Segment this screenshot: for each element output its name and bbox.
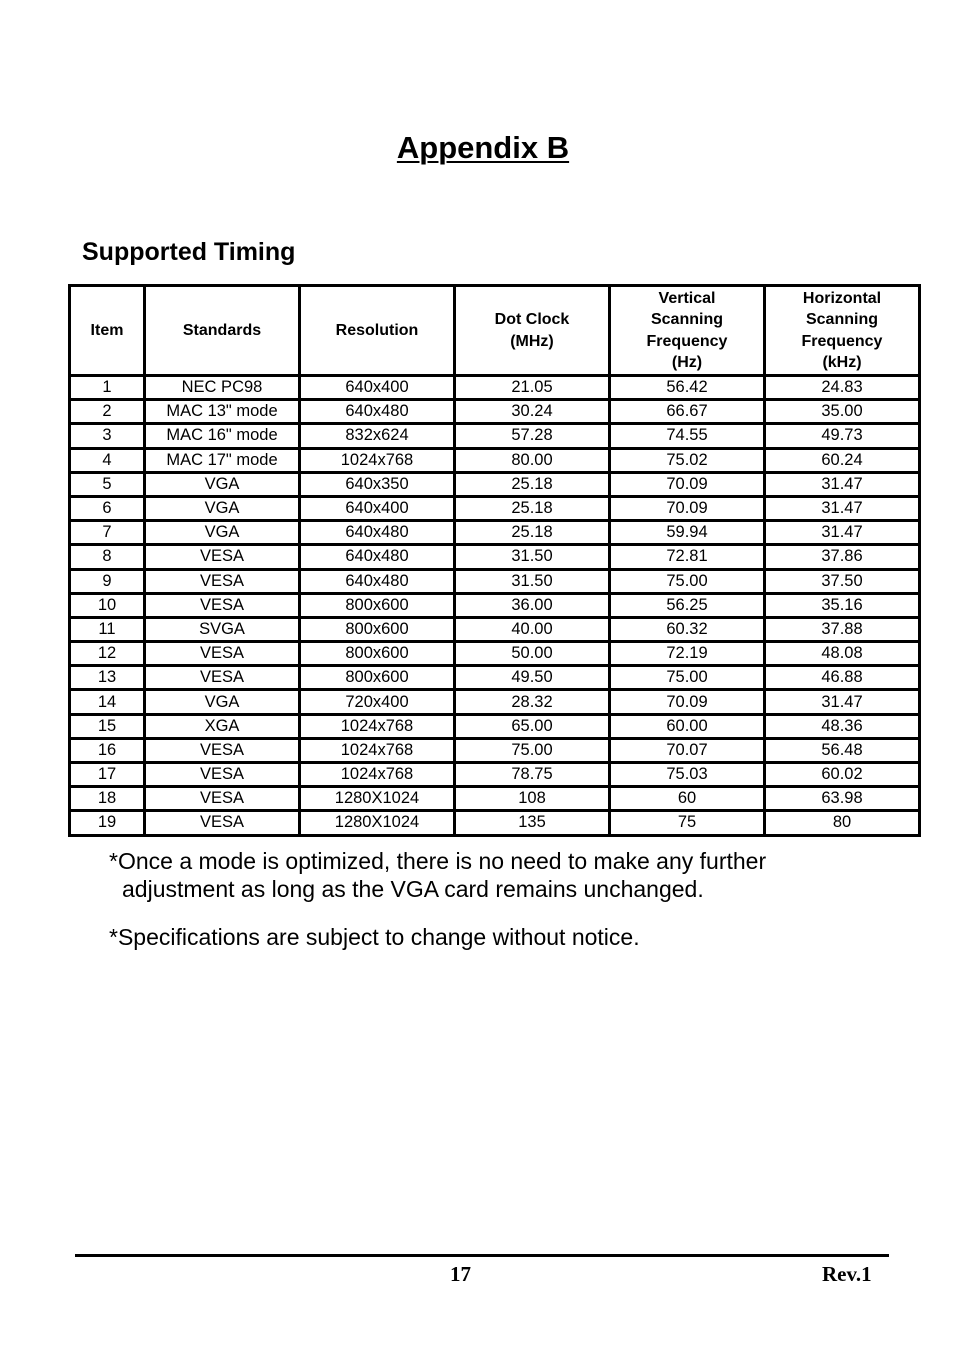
note-specifications: *Specifications are subject to change without notice. — [109, 924, 640, 950]
table-cell: NEC PC98 — [146, 377, 301, 401]
table-cell: 640x480 — [301, 522, 456, 546]
table-row — [71, 764, 921, 788]
table-cell: 640x400 — [301, 377, 456, 401]
table-row — [71, 401, 921, 425]
column-header: Resolution — [301, 287, 456, 377]
table-cell: 18 — [71, 788, 146, 812]
table-row — [71, 740, 921, 764]
column-header: Vertical Scanning Frequency (Hz) — [611, 287, 766, 377]
page-title: Appendix B — [396, 130, 570, 165]
table-cell: 37.86 — [766, 546, 921, 570]
table-cell: 60.32 — [611, 619, 766, 643]
table-cell: 1024x768 — [301, 450, 456, 474]
page-number: 17 — [450, 1262, 471, 1286]
table-cell: 37.50 — [766, 571, 921, 595]
table-cell: 19 — [71, 812, 146, 836]
table-cell: 70.07 — [611, 740, 766, 764]
table-cell: 800x600 — [301, 595, 456, 619]
table-body — [71, 377, 921, 837]
table-row — [71, 522, 921, 546]
table-cell: 1024x768 — [301, 716, 456, 740]
table-cell: 78.75 — [456, 764, 611, 788]
table-cell: 60 — [611, 788, 766, 812]
table-cell: VGA — [146, 522, 301, 546]
table-cell: 3 — [71, 425, 146, 449]
table-cell: 16 — [71, 740, 146, 764]
table-cell: 56.25 — [611, 595, 766, 619]
table-cell: 74.55 — [611, 425, 766, 449]
table-cell: 4 — [71, 450, 146, 474]
table-cell: 72.81 — [611, 546, 766, 570]
note-optimized-line-2: adjustment as long as the VGA card remains unchanged. — [122, 876, 704, 902]
table-cell: VESA — [146, 764, 301, 788]
table-cell: 1280X1024 — [301, 788, 456, 812]
table-cell: VGA — [146, 498, 301, 522]
table-cell: 30.24 — [456, 401, 611, 425]
table-cell: 24.83 — [766, 377, 921, 401]
table-cell: 72.19 — [611, 643, 766, 667]
table-cell: 50.00 — [456, 643, 611, 667]
table-cell: VGA — [146, 691, 301, 715]
table-cell: 640x400 — [301, 498, 456, 522]
column-header: Dot Clock (MHz) — [456, 287, 611, 377]
table-cell: 48.36 — [766, 716, 921, 740]
table-cell: 5 — [71, 474, 146, 498]
table-cell: 2 — [71, 401, 146, 425]
table-cell: 135 — [456, 812, 611, 836]
table-cell: 1 — [71, 377, 146, 401]
table-cell: 11 — [71, 619, 146, 643]
table-cell: 65.00 — [456, 716, 611, 740]
table-row — [71, 595, 921, 619]
table-cell: 75.03 — [611, 764, 766, 788]
table-cell: 66.67 — [611, 401, 766, 425]
table-row — [71, 667, 921, 691]
table-cell: 35.16 — [766, 595, 921, 619]
table-cell: VESA — [146, 667, 301, 691]
table-cell: 17 — [71, 764, 146, 788]
table-row — [71, 474, 921, 498]
table-row — [71, 691, 921, 715]
table-cell: 48.08 — [766, 643, 921, 667]
table-row — [71, 788, 921, 812]
table-cell: 12 — [71, 643, 146, 667]
table-header-row — [71, 287, 921, 377]
table-cell: 40.00 — [456, 619, 611, 643]
table-cell: 25.18 — [456, 522, 611, 546]
table-cell: SVGA — [146, 619, 301, 643]
table-cell: VESA — [146, 740, 301, 764]
table-cell: 31.47 — [766, 498, 921, 522]
table-cell: 63.98 — [766, 788, 921, 812]
table-cell: 720x400 — [301, 691, 456, 715]
table-row — [71, 498, 921, 522]
table-cell: 56.48 — [766, 740, 921, 764]
table-cell: VESA — [146, 643, 301, 667]
table-cell: 75.00 — [611, 571, 766, 595]
supported-timing-table — [68, 284, 921, 837]
table-cell: 60.24 — [766, 450, 921, 474]
table-cell: VESA — [146, 812, 301, 836]
table-cell: 640x480 — [301, 571, 456, 595]
table-cell: 28.32 — [456, 691, 611, 715]
table-row — [71, 619, 921, 643]
table-cell: VESA — [146, 571, 301, 595]
table-cell: 6 — [71, 498, 146, 522]
section-title: Supported Timing — [82, 238, 296, 266]
table-row — [71, 643, 921, 667]
table-cell: 108 — [456, 788, 611, 812]
table-cell: 60.02 — [766, 764, 921, 788]
table-cell: 70.09 — [611, 691, 766, 715]
table-cell: 8 — [71, 546, 146, 570]
table-cell: 800x600 — [301, 619, 456, 643]
table-cell: 36.00 — [456, 595, 611, 619]
table-cell: 10 — [71, 595, 146, 619]
table-cell: 49.73 — [766, 425, 921, 449]
table-cell: 25.18 — [456, 498, 611, 522]
table-cell: 46.88 — [766, 667, 921, 691]
table-row — [71, 571, 921, 595]
column-header: Item — [71, 287, 146, 377]
table-cell: 7 — [71, 522, 146, 546]
table-cell: 800x600 — [301, 643, 456, 667]
table-cell: 21.05 — [456, 377, 611, 401]
table-cell: 75 — [611, 812, 766, 836]
table-cell: 25.18 — [456, 474, 611, 498]
table-cell: 800x600 — [301, 667, 456, 691]
note-optimized-line-1: *Once a mode is optimized, there is no need to make any further — [109, 848, 767, 874]
table-cell: 49.50 — [456, 667, 611, 691]
table-cell: 31.47 — [766, 522, 921, 546]
table-cell: MAC 16" mode — [146, 425, 301, 449]
table-cell: 70.09 — [611, 474, 766, 498]
table-cell: 640x480 — [301, 401, 456, 425]
table-cell: 57.28 — [456, 425, 611, 449]
table-cell: 70.09 — [611, 498, 766, 522]
table-cell: 13 — [71, 667, 146, 691]
table-cell: MAC 17" mode — [146, 450, 301, 474]
table-cell: 80.00 — [456, 450, 611, 474]
table-row — [71, 377, 921, 401]
table-row — [71, 425, 921, 449]
table-cell: 1024x768 — [301, 764, 456, 788]
table-cell: 31.50 — [456, 546, 611, 570]
column-header: Horizontal Scanning Frequency (kHz) — [766, 287, 921, 377]
revision-label: Rev.1 — [822, 1262, 872, 1286]
table-cell: VESA — [146, 595, 301, 619]
table-row — [71, 812, 921, 836]
table-cell: VESA — [146, 788, 301, 812]
table-cell: 31.47 — [766, 474, 921, 498]
table-cell: 75.02 — [611, 450, 766, 474]
table-cell: 31.47 — [766, 691, 921, 715]
table-cell: XGA — [146, 716, 301, 740]
table-cell: 832x624 — [301, 425, 456, 449]
table-cell: MAC 13" mode — [146, 401, 301, 425]
table-cell: 1024x768 — [301, 740, 456, 764]
table-cell: 14 — [71, 691, 146, 715]
table-cell: 37.88 — [766, 619, 921, 643]
table-cell: 31.50 — [456, 571, 611, 595]
footer-divider — [75, 1254, 889, 1257]
table-cell: 80 — [766, 812, 921, 836]
table-cell: VGA — [146, 474, 301, 498]
table-cell: 15 — [71, 716, 146, 740]
table-cell: 56.42 — [611, 377, 766, 401]
table-cell: 1280X1024 — [301, 812, 456, 836]
table-cell: VESA — [146, 546, 301, 570]
table-cell: 60.00 — [611, 716, 766, 740]
table-cell: 35.00 — [766, 401, 921, 425]
table-cell: 9 — [71, 571, 146, 595]
table-cell: 59.94 — [611, 522, 766, 546]
table-row — [71, 716, 921, 740]
table-cell: 640x480 — [301, 546, 456, 570]
table-cell: 75.00 — [611, 667, 766, 691]
table-row — [71, 450, 921, 474]
table-cell: 75.00 — [456, 740, 611, 764]
table-cell: 640x350 — [301, 474, 456, 498]
table-row — [71, 546, 921, 570]
column-header: Standards — [146, 287, 301, 377]
